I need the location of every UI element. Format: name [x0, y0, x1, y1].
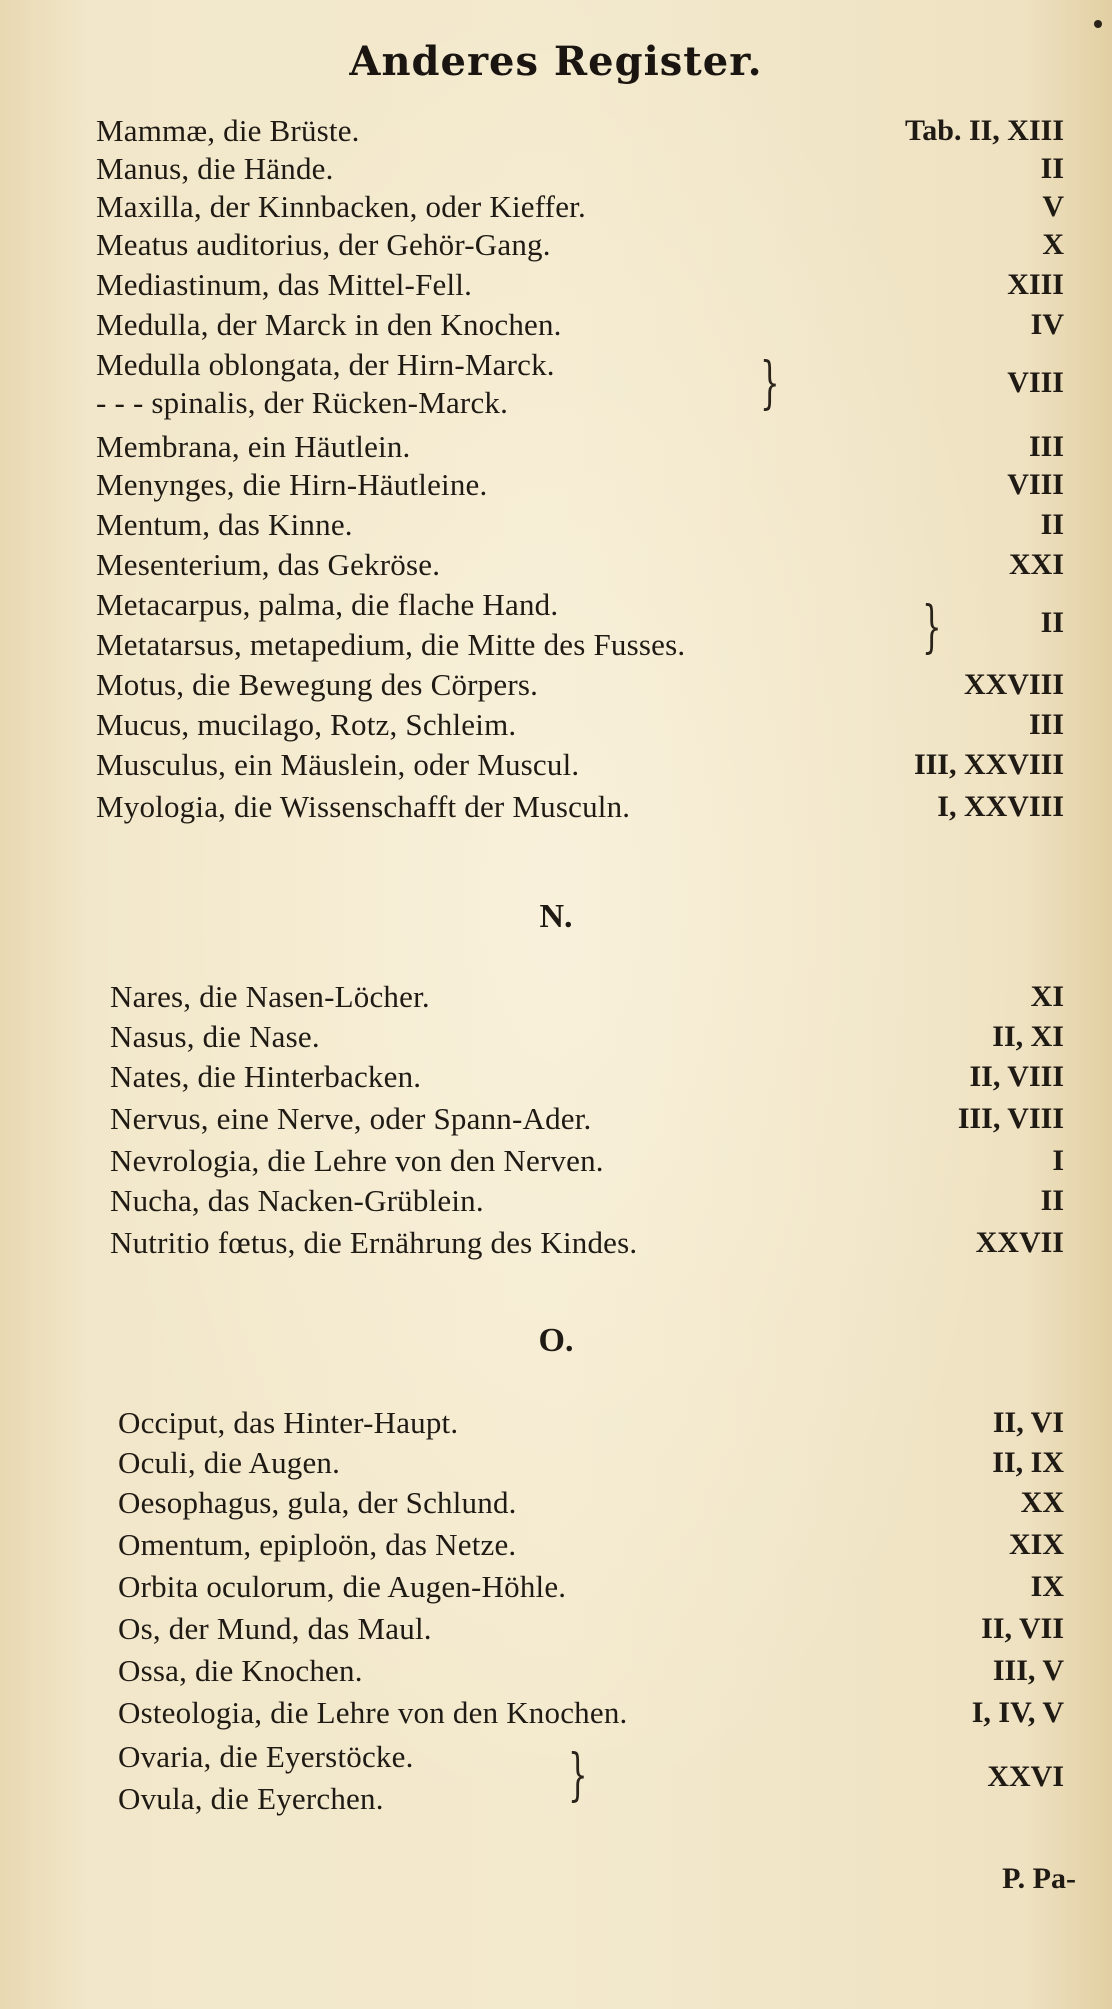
index-entry [0, 306, 1112, 344]
entry-term: Nasus, die Nase. [110, 1019, 320, 1054]
entry-term: Musculus, ein Mäuslein, oder Muscul. [96, 747, 580, 782]
section-letter-n: N. [539, 898, 573, 935]
index-entry [0, 1224, 1112, 1262]
entry-term: Metacarpus, palma, die flache Hand. [96, 587, 559, 622]
entry-ref: IV [1030, 308, 1064, 341]
entry-term: Mammæ, die Brüste. [96, 113, 360, 148]
index-entry [0, 1780, 1112, 1818]
index-entry [0, 1100, 1112, 1138]
entry-term: Ossa, die Knochen. [118, 1653, 363, 1688]
entry-term: Osteologia, die Lehre von den Knochen. [118, 1695, 628, 1730]
index-entry [0, 1568, 1112, 1606]
ink-spot [1094, 20, 1102, 28]
entry-term: Meatus auditorius, der Gehör-Gang. [96, 227, 551, 262]
entry-term: Mentum, das Kinne. [96, 507, 353, 542]
index-entry [0, 706, 1112, 744]
entry-ref: I, IV, V [971, 1696, 1064, 1729]
entry-ref: XI [1030, 980, 1064, 1013]
index-entry [0, 366, 1112, 422]
grouping-brace: } [760, 351, 780, 416]
index-entry [0, 1142, 1112, 1180]
index-entry [0, 188, 1112, 226]
entry-ref: II [1040, 508, 1064, 541]
index-entry [0, 266, 1112, 304]
entry-ref: XXVIII [963, 668, 1064, 701]
index-entry [0, 626, 1112, 664]
entry-ref: VIII [1007, 468, 1064, 501]
index-entry [0, 788, 1112, 826]
entry-term: Manus, die Hände. [96, 151, 334, 186]
index-entry [0, 1610, 1112, 1648]
entry-ref: III, VIII [957, 1102, 1064, 1135]
entry-term: Omentum, epiploön, das Netze. [118, 1527, 517, 1562]
entry-term: Mucus, mucilago, Rotz, Schleim. [96, 707, 517, 742]
entry-term: Mediastinum, das Mittel-Fell. [96, 267, 473, 302]
index-entry [0, 428, 1112, 466]
index-entry [0, 466, 1112, 504]
index-entry [0, 1058, 1112, 1096]
index-entry [0, 1694, 1112, 1732]
entry-term: Occiput, das Hinter-Haupt. [118, 1405, 459, 1440]
entry-ref: III [1028, 708, 1064, 741]
entry-ref: XXVII [975, 1226, 1064, 1259]
entry-ref: XIII [1007, 268, 1064, 301]
index-entry [0, 346, 1112, 384]
entry-term: Nucha, das Nacken-Grüblein. [110, 1183, 484, 1218]
index-entry [0, 1652, 1112, 1690]
entry-term: Os, der Mund, das Maul. [118, 1611, 432, 1646]
entry-ref: I, XXVIII [937, 790, 1064, 823]
catchword: P. Pa- [1002, 1862, 1076, 1895]
entry-term: Oesophagus, gula, der Schlund. [118, 1485, 517, 1520]
entry-ref: XX [1020, 1486, 1064, 1519]
entry-term: Motus, die Bewegung des Cörpers. [96, 667, 539, 702]
entry-term: - - - spinalis, der Rücken-Marck. [96, 385, 509, 420]
entry-term: Menynges, die Hirn-Häutleine. [96, 467, 488, 502]
entry-ref: II, VII [981, 1612, 1064, 1645]
index-entry [0, 586, 1112, 639]
entry-term: Ovula, die Eyerchen. [118, 1781, 384, 1816]
entry-term: Nutritio fœtus, die Ernährung des Kindes. [110, 1225, 638, 1260]
entry-ref: IX [1030, 1570, 1064, 1603]
entry-ref: III, V [992, 1654, 1064, 1687]
index-entry [0, 150, 1112, 188]
index-entry [0, 746, 1112, 784]
entry-term: Membrana, ein Häutlein. [96, 429, 411, 464]
index-entry [0, 1484, 1112, 1522]
entry-term: Ovaria, die Eyerstöcke. [118, 1739, 414, 1774]
index-entry [0, 978, 1112, 1016]
entry-ref: II [1040, 152, 1064, 185]
entry-ref: XXI [1008, 548, 1064, 581]
entry-term: Myologia, die Wissenschafft der Musculn. [96, 789, 631, 824]
entry-term: Medulla, der Marck in den Knochen. [96, 307, 562, 342]
index-entry [0, 226, 1112, 264]
index-entry [0, 1738, 1112, 1793]
entry-ref: II, VIII [969, 1060, 1064, 1093]
index-entry [0, 546, 1112, 584]
entry-ref: II, IX [992, 1446, 1064, 1479]
entry-term: Nevrologia, die Lehre von den Nerven. [110, 1143, 604, 1178]
entry-term: Nates, die Hinterbacken. [110, 1059, 422, 1094]
index-entry [0, 666, 1112, 704]
entry-ref: II, XI [992, 1020, 1064, 1053]
entry-ref: Tab. II, XIII [905, 114, 1064, 147]
grouping-brace: } [568, 1743, 588, 1808]
entry-term: Orbita oculorum, die Augen-Höhle. [118, 1569, 567, 1604]
entry-ref: X [1042, 228, 1064, 261]
index-entry [0, 1444, 1112, 1482]
entry-ref: III, XXVIII [913, 748, 1064, 781]
page-header: Anderes Register. [349, 38, 763, 85]
entry-ref: VIII [1007, 366, 1064, 399]
entry-term: Maxilla, der Kinnbacken, oder Kieffer. [96, 189, 586, 224]
entry-ref: II [1040, 606, 1064, 639]
entry-ref: II [1040, 1184, 1064, 1217]
entry-ref: II, VI [992, 1406, 1064, 1439]
entry-term: Metatarsus, metapedium, die Mitte des Fusses. [96, 627, 686, 662]
index-entry [0, 112, 1112, 150]
entry-ref: I [1052, 1144, 1064, 1177]
grouping-brace: } [922, 595, 942, 660]
entry-ref: XXVI [987, 1760, 1064, 1793]
entry-ref: III [1028, 430, 1064, 463]
entry-ref: V [1042, 190, 1064, 223]
section-letter-o: O. [538, 1322, 574, 1359]
index-entry [0, 1018, 1112, 1056]
index-entry [0, 1404, 1112, 1442]
entry-term: Nervus, eine Nerve, oder Spann-Ader. [110, 1101, 592, 1136]
entry-term: Medulla oblongata, der Hirn-Marck. [96, 347, 555, 382]
entry-ref: XIX [1008, 1528, 1064, 1561]
entry-term: Nares, die Nasen-Löcher. [110, 979, 430, 1014]
index-entry [0, 1182, 1112, 1220]
index-entry [0, 506, 1112, 544]
entry-term: Oculi, die Augen. [118, 1445, 341, 1480]
entry-term: Mesenterium, das Gekröse. [96, 547, 441, 582]
index-entry [0, 1526, 1112, 1564]
